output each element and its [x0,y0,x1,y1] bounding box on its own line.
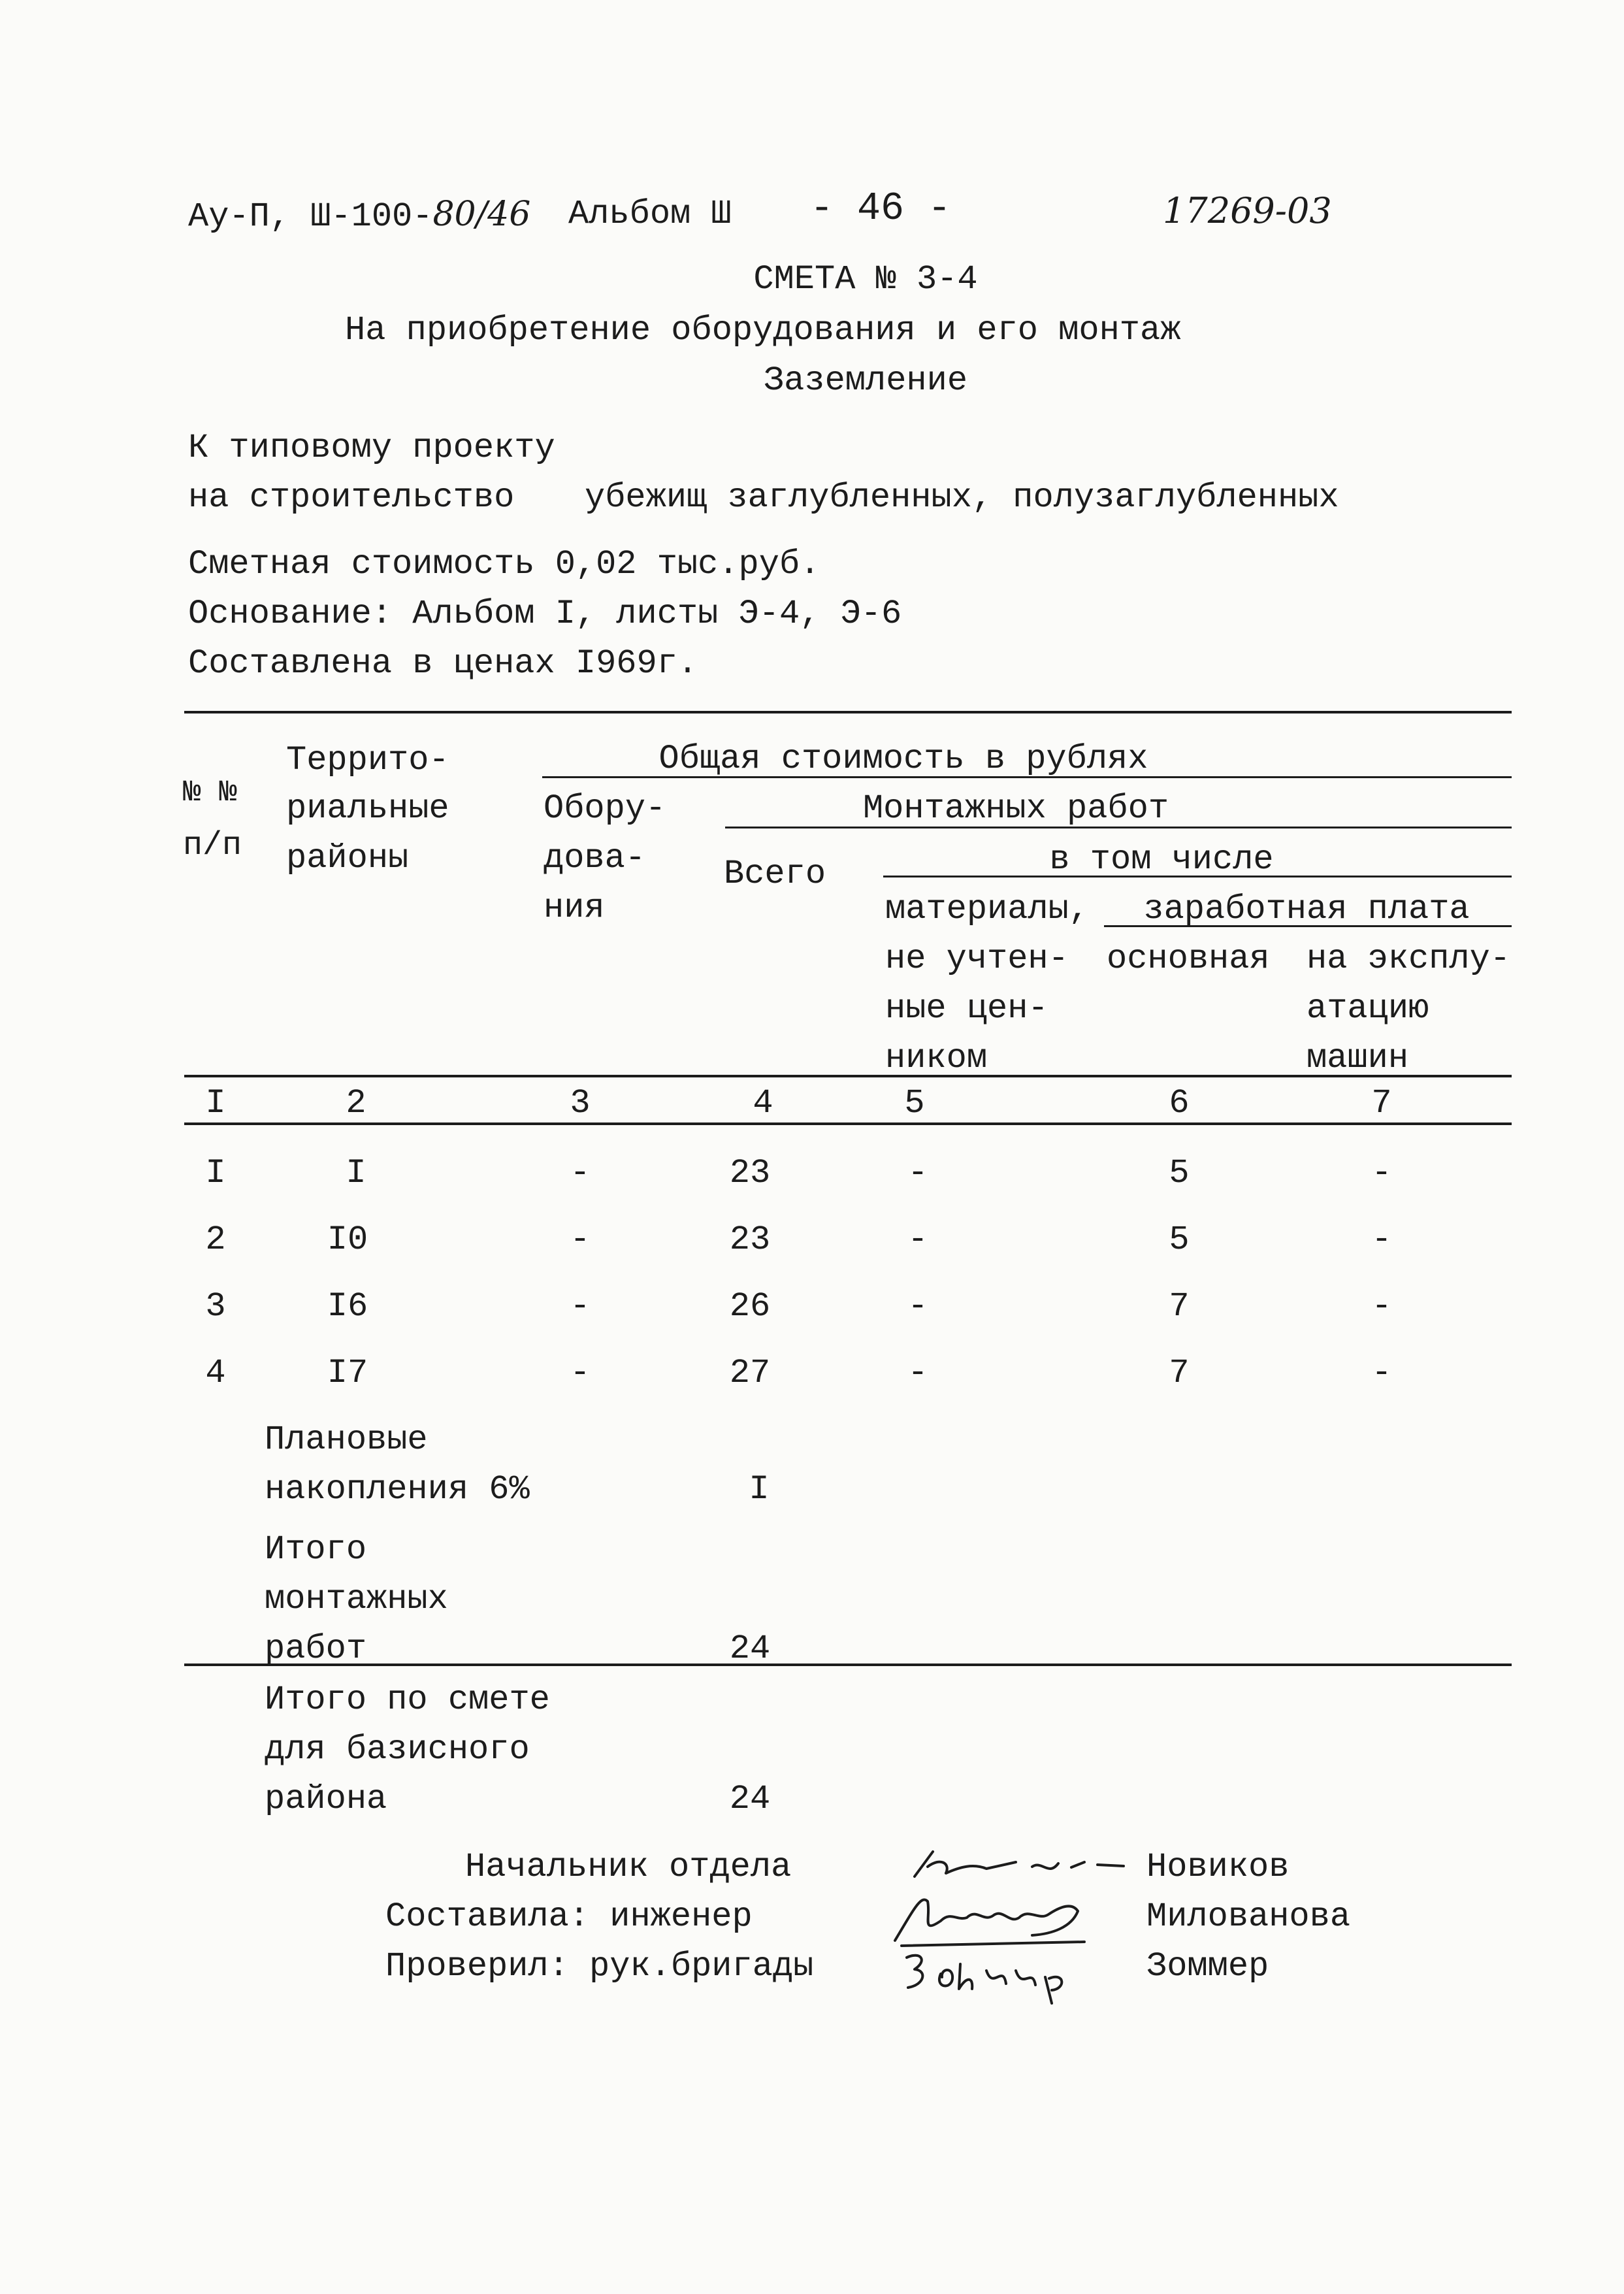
cell-basic: 5 [1169,1154,1190,1192]
doc-number: 17269-03 [1163,190,1332,231]
signature-role-engineer: Составила: инженер [385,1897,753,1936]
signature-role-checker: Проверил: рук.бригады [385,1947,814,1986]
rule-below-col-numbers [184,1122,1512,1125]
col-number-3: 3 [570,1084,591,1122]
header-materials-4: ником [885,1039,988,1077]
install-total-label-2: монтажных [265,1580,448,1618]
rule-after-install-total [184,1663,1512,1666]
planned-value: I [749,1470,770,1509]
page-number: - 46 - [810,187,952,231]
header-region-2: риальные [286,789,449,828]
header-basic: основная [1107,940,1270,978]
install-total-label-3: работ [265,1630,367,1668]
cell-total: 27 [729,1354,771,1392]
col-number-4: 4 [753,1084,773,1122]
col-number-5: 5 [904,1084,925,1122]
header-region-1: Террито- [286,741,449,779]
header-machines-2: атацию [1307,989,1429,1028]
cell-machines: - [1371,1287,1392,1326]
header-materials-1: материалы, [885,890,1090,928]
header-machines-3: машин [1307,1039,1409,1077]
estimate-total-label-3: района [265,1780,387,1818]
cell-machines: - [1371,1221,1392,1259]
cell-materials: - [907,1221,928,1259]
signature-name-head: Новиков [1146,1848,1290,1886]
cell-total: 26 [729,1287,771,1326]
cell-region: I0 [327,1221,368,1259]
header-num-2: п/п [183,827,242,864]
header-including: в том числе [1049,840,1274,879]
cell-basic: 7 [1169,1287,1190,1326]
estimated-cost: Сметная стоимость 0,02 тыс.руб. [188,545,820,583]
cell-equipment: - [570,1287,591,1326]
estimate-total-label-1: Итого по смете [265,1680,550,1719]
header-code-prefix: Ау-П, Ш-100- [188,197,433,236]
install-total-value: 24 [729,1630,771,1668]
cell-num: 3 [205,1287,226,1326]
col-number-1: I [205,1084,226,1122]
header-code [188,197,530,234]
estimate-total-value: 24 [729,1780,771,1818]
cell-total: 23 [729,1221,771,1259]
header-code-handwritten: 80/46 [432,195,531,234]
header-all: Всего [724,855,826,893]
cell-equipment: - [570,1221,591,1259]
header-materials-3: ные цен- [885,989,1048,1028]
cell-region: I6 [327,1287,368,1326]
cell-materials: - [907,1354,928,1392]
header-region-3: районы [286,839,409,877]
project-line-1: К типовому проекту [188,429,555,467]
install-total-label-1: Итого [265,1530,367,1569]
planned-label-1: Плановые [265,1420,428,1459]
header-salary: заработная плата [1143,890,1470,928]
project-line-2-value: убежищ заглубленных, полузаглубленных [585,478,1339,517]
smeta-subject: Заземление [763,361,968,400]
cell-basic: 7 [1169,1354,1190,1392]
cell-materials: - [907,1287,928,1326]
header-num-1: № № [183,776,237,810]
cell-num: I [205,1154,226,1192]
cell-num: 4 [205,1354,226,1392]
header-equipment-2: дова- [544,839,646,877]
col-number-2: 2 [346,1084,366,1122]
cell-machines: - [1371,1354,1392,1392]
header-equipment-3: ния [544,889,605,927]
cell-region: I7 [327,1354,368,1392]
cell-materials: - [907,1154,928,1192]
cell-region: I [346,1154,366,1192]
cell-equipment: - [570,1154,591,1192]
cell-num: 2 [205,1221,226,1259]
project-line-2-label: на строительство [188,478,515,517]
signature-name-engineer: Милованова [1146,1897,1351,1936]
smeta-purpose: На приобретение оборудования и его монтаж [345,311,1181,350]
estimate-total-label-2: для базисного [265,1730,530,1769]
planned-label-2: накопления 6% [265,1470,530,1509]
header-machines-1: на эксплу- [1307,940,1511,978]
cell-machines: - [1371,1154,1392,1192]
basis: Основание: Альбом I, листы Э-4, Э-6 [188,595,902,633]
cell-total: 23 [729,1154,771,1192]
signature-role-head: Начальник отдела [465,1848,792,1886]
smeta-title: СМЕТА № 3-4 [753,260,978,299]
header-installation: Монтажных работ [862,789,1169,828]
cell-basic: 5 [1169,1221,1190,1259]
cell-equipment: - [570,1354,591,1392]
table-top-rule [184,711,1512,713]
handwritten-signature-checker [895,1938,1091,2016]
header-materials-2: не учтен- [885,940,1069,978]
signature-name-checker: Зоммер [1146,1947,1269,1986]
col-number-6: 6 [1169,1084,1190,1122]
col-number-7: 7 [1371,1084,1392,1122]
album-label: Альбом Ш [568,195,732,233]
price-level: Составлена в ценах I969г. [188,644,698,683]
header-total-cost: Общая стоимость в рублях [658,740,1148,778]
header-equipment-1: Обору- [544,789,666,828]
